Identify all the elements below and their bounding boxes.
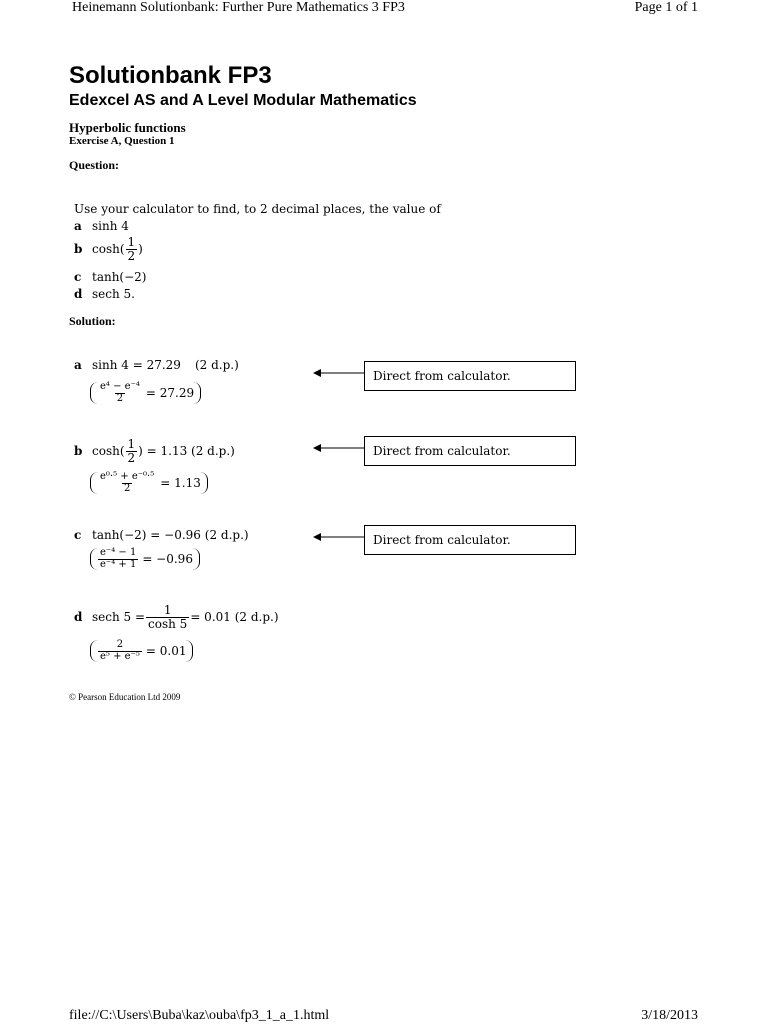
solution-a-working [90,382,201,404]
numerator: e⁴ − e⁻⁴ [100,381,140,392]
denominator: cosh 5 [148,616,188,631]
denominator: 2 [127,248,136,263]
question-part-a [74,219,129,233]
print-date: 3/18/2013 [641,1008,698,1023]
annotation-note-a: Direct from calculator. [364,361,576,391]
solution-expression: tanh(−2) = −0.96 (2 d.p.) [92,528,249,542]
question-expression: cosh [92,242,120,257]
numerator: e⁰·⁵ + e⁻⁰·⁵ [100,471,155,482]
solution-expression-end: ) = 1.13 (2 d.p.) [138,444,235,459]
solution-a-line [74,358,239,372]
question-part-b: b cosh ( $\frac{1}{2}$ ) [74,235,143,263]
numerator: 2 [116,639,124,650]
browser-print-title: Heinemann Solutionbank: Further Pure Mathematics 3 FP3 [72,0,405,15]
exercise-heading: Exercise A, Question 1 [69,135,175,147]
page-count: Page 1 of 1 [634,0,698,15]
solution-label: Solution: [69,314,116,328]
numerator: 1 [127,437,136,451]
working-result: = 27.29 [145,386,195,400]
fraction [146,604,189,630]
page-subtitle: Edexcel AS and A Level Modular Mathematics [69,92,417,109]
question-expression: tanh(−2) [92,270,147,284]
solution-b-line [74,438,235,464]
working-result: = 1.13 [160,476,201,490]
file-path: file://C:\Users\Buba\kaz\ouba\fp3_1_a_1.html [69,1008,330,1023]
part-label: c [74,270,82,284]
working-result: = 0.01 [145,644,187,658]
question-part-c [74,270,147,284]
copyright-notice: © Pearson Education Ltd 2009 [69,692,181,702]
annotation-arrow [312,441,366,455]
part-label: d [74,610,83,625]
solution-d-working [90,640,193,662]
annotation-arrow [312,366,366,380]
denominator: 2 [123,482,131,494]
annotation-note-b: Direct from calculator. [364,436,576,466]
question-expression: sech 5. [92,287,135,301]
solution-c-working [90,548,200,570]
annotation-note-c: Direct from calculator. [364,525,576,555]
fraction [126,236,138,262]
working-result: = −0.96 [142,552,193,566]
solution-c-line [74,528,249,542]
fraction [98,548,138,570]
denominator: 2 [127,450,136,465]
solution-d-line [74,604,279,630]
solution-expression-start: cosh( [92,444,125,459]
annotation-arrow [312,530,366,544]
part-label: a [74,219,82,233]
solution-b-working [90,472,208,494]
numerator: 1 [163,603,172,617]
fraction [98,382,142,404]
question-intro: Use your calculator to find, to 2 decimal places, the value of [74,202,441,216]
solution-expression: sinh 4 = 27.29 [92,358,181,372]
part-label: b [74,444,83,459]
numerator: e⁻⁴ − 1 [100,547,137,558]
part-label: b [74,242,83,257]
page-title: Solutionbank FP3 [69,62,272,89]
denominator: e⁻⁴ + 1 [100,558,137,570]
fraction [98,640,142,662]
solution-expression-end: = 0.01 (2 d.p.) [190,610,279,625]
part-label: a [74,358,82,372]
numerator: 1 [127,235,136,249]
question-label: Question: [69,158,120,172]
question-part-d [74,287,135,301]
denominator: e⁵ + e⁻⁵ [100,650,140,662]
fraction [126,438,138,464]
decimal-places: (2 d.p.) [194,358,239,372]
topic-heading: Hyperbolic functions [69,120,186,135]
part-label: c [74,528,82,542]
fraction [98,472,156,494]
denominator: 2 [116,392,124,404]
part-label: d [74,287,83,301]
solution-expression-start: sech 5 = [92,610,146,625]
question-expression: sinh 4 [92,219,129,233]
